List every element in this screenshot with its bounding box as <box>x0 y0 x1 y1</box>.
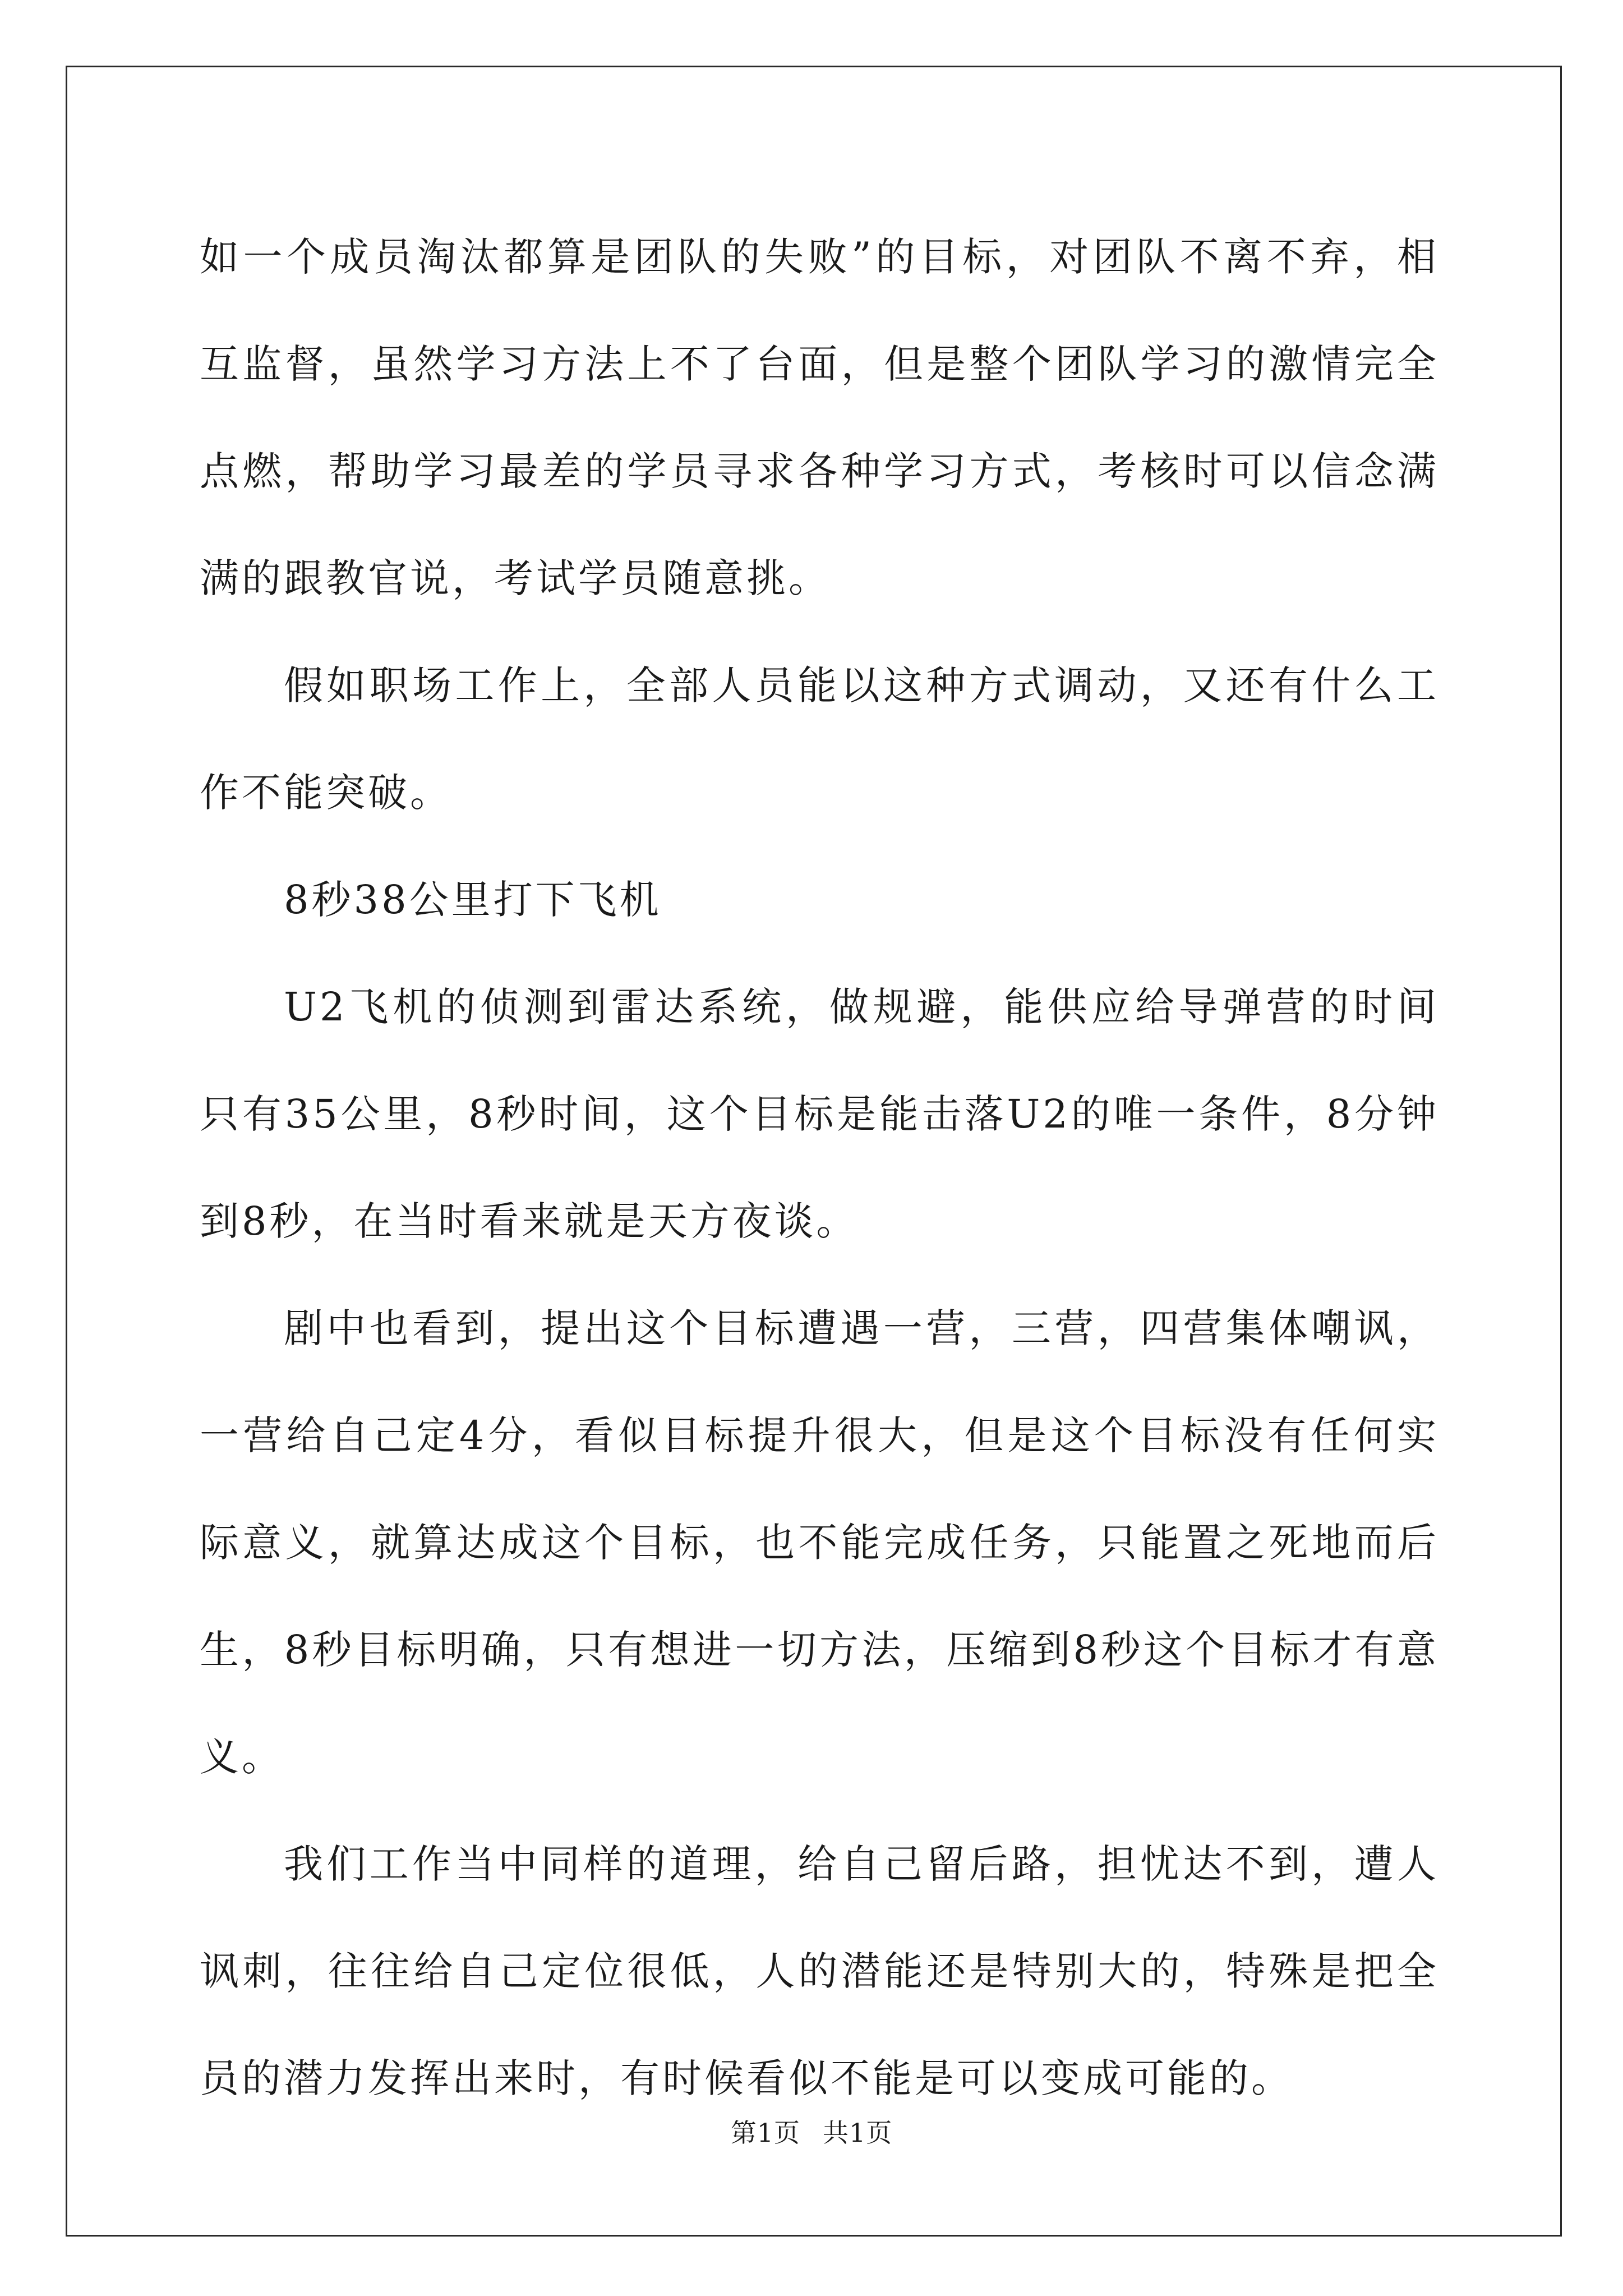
page-footer <box>0 2116 1623 2150</box>
paragraph: U2飞机的侦测到雷达系统，做规避，能供应给导弹营的时间只有35公里，8秒时间，这个目标是能击落U2的唯一条件，8分钟到8秒，在当时看来就是天方夜谈。 <box>200 984 1439 1244</box>
document-body <box>200 204 1439 2132</box>
page-number: 第1页 <box>730 2118 800 2148</box>
paragraph: 如一个成员淘汰都算是团队的失败”的目标，对团队不离不弃，相互监督，虽然学习方法上不了台面，但是整个团队学习的激情完全点燃，帮助学习最差的学员寻求各种学习方式，考核时可以信念满满的跟教官说，考试学员随意挑。 <box>200 234 1439 601</box>
section-heading: 8秒38公里打下飞机 <box>284 877 662 923</box>
paragraph: 剧中也看到，提出这个目标遭遇一营，三营，四营集体嘲讽，一营给自己定4分，看似目标提升很大，但是这个目标没有任何实际意义，就算达成这个目标，也不能完成任务，只能置之死地而后生，8秒目标明确，只有想进一切方法，压缩到8秒这个目标才有意义。 <box>200 1305 1439 1780</box>
paragraph: 假如职场工作上，全部人员能以这种方式调动，又还有什么工作不能突破。 <box>200 662 1439 816</box>
page-total: 共1页 <box>823 2118 893 2148</box>
paragraph: 我们工作当中同样的道理，给自己留后路，担忧达不到，遭人讽刺，往往给自己定位很低，人的潜能还是特别大的，特殊是把全员的潜力发挥出来时，有时候看似不能是可以变成可能的。 <box>200 1841 1439 2101</box>
